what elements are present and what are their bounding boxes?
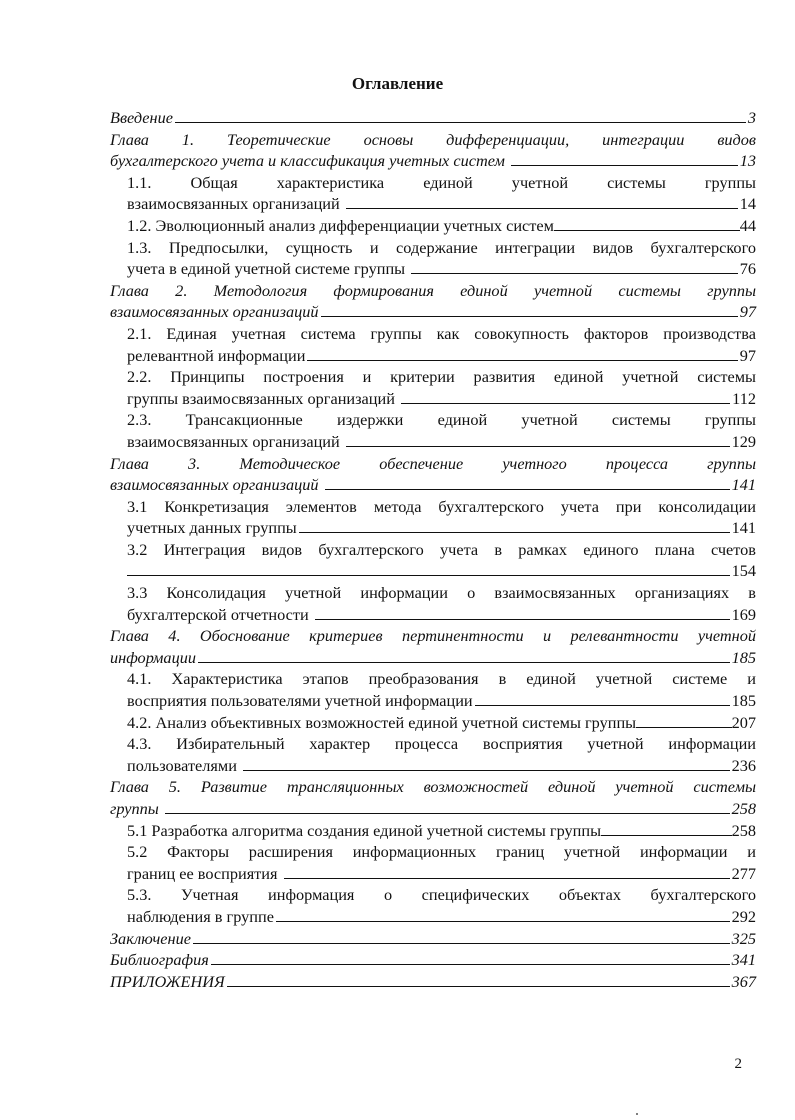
table-of-contents xyxy=(110,107,756,992)
toc-section-entry xyxy=(110,712,756,734)
toc-section-entry xyxy=(110,820,756,842)
toc-page-number: 3 xyxy=(747,108,756,127)
toc-main-entry xyxy=(110,971,756,993)
toc-leader-line xyxy=(475,691,730,706)
toc-entry-last-line xyxy=(127,712,756,734)
toc-page-number: 97 xyxy=(739,345,756,365)
toc-section-entry xyxy=(110,215,756,237)
toc-entry-last-line xyxy=(127,820,756,842)
toc-leader-line xyxy=(284,864,730,879)
toc-leader-line xyxy=(193,929,730,944)
page-title: Оглавление xyxy=(351,74,444,93)
toc-leader-line xyxy=(127,561,730,576)
toc-page-number: 258 xyxy=(731,820,756,840)
toc-chapter-entry xyxy=(110,625,756,668)
toc-entry-title: Заключение xyxy=(110,928,191,948)
toc-entry-text: границ ее восприятия xyxy=(127,863,278,883)
toc-entry-text: учета в единой учетной системе группы xyxy=(127,259,406,279)
toc-chapter-entry xyxy=(110,280,756,323)
toc-page-number: 169 xyxy=(731,604,756,624)
toc-entry-text: 4.3. Избирательный характер процесса восприятия учетной информации xyxy=(127,734,756,754)
toc-section-entry xyxy=(110,496,756,539)
toc-page-number: 185 xyxy=(731,691,756,711)
toc-page-number: 14 xyxy=(739,194,756,214)
toc-entry-text: 3.1 Конкретизация элементов метода бухгалтерского учета при консолидации xyxy=(127,496,756,516)
toc-entry-text: 5.1 Разработка алгоритма создания единой учетной системы группы xyxy=(127,820,602,840)
toc-entry-title: Библиография xyxy=(110,950,209,970)
toc-section-entry xyxy=(110,409,756,452)
toc-section-entry xyxy=(110,841,756,884)
toc-entry-text: 3.3 Консолидация учетной информации о взаимосвязанных организациях в xyxy=(127,583,756,603)
toc-section-entry xyxy=(110,884,756,927)
toc-entry-text: пользователями xyxy=(127,755,237,775)
toc-page-number: 207 xyxy=(731,712,756,732)
toc-page-number: 112 xyxy=(732,388,756,408)
toc-entry-text: 2.3. Трансакционные издержки единой учетной системы группы xyxy=(127,410,756,430)
toc-page-number: 258 xyxy=(731,799,756,818)
toc-entry-text: наблюдения в группе xyxy=(127,906,274,926)
toc-entry-text: Глава 5. Развитие трансляционных возможностей единой учетной системы xyxy=(110,777,756,797)
toc-entry-last-line xyxy=(127,755,756,777)
toc-page-number: 154 xyxy=(731,561,756,581)
toc-entry-last-line xyxy=(127,690,756,712)
toc-page-number: 141 xyxy=(731,518,756,538)
toc-page-number: 44 xyxy=(739,215,756,235)
toc-main-entry xyxy=(110,107,756,129)
toc-entry-text: 1.3. Предпосылки, сущность и содержание интеграции видов бухгалтерского xyxy=(127,237,756,257)
toc-entry-last-line xyxy=(127,388,756,410)
toc-entry-last-line xyxy=(110,474,756,496)
toc-entry-last-line xyxy=(127,431,756,453)
toc-main-entry xyxy=(110,949,756,971)
toc-section-entry xyxy=(110,323,756,366)
toc-entry-last-line xyxy=(110,798,756,820)
toc-entry-last-line xyxy=(110,150,756,172)
toc-page-number: 292 xyxy=(731,906,756,926)
toc-chapter-entry xyxy=(110,129,756,172)
toc-entry-text: взаимосвязанных организаций xyxy=(110,475,319,495)
toc-leader-line xyxy=(325,475,730,490)
toc-entry-last-line xyxy=(110,647,756,669)
toc-leader-line xyxy=(243,756,730,771)
toc-section-entry xyxy=(110,172,756,215)
toc-leader-line xyxy=(346,432,730,447)
toc-entry-text: 2.1. Единая учетная система группы как совокупность факторов производства xyxy=(127,323,756,343)
toc-entry-text: 5.2 Факторы расширения информационных границ учетной информации и xyxy=(127,842,756,862)
toc-section-entry xyxy=(110,668,756,711)
page-number: 2 xyxy=(734,1056,742,1072)
toc-section-entry xyxy=(110,582,756,625)
toc-page-number: 341 xyxy=(731,950,756,970)
toc-leader-line xyxy=(346,194,738,209)
toc-page-number: 236 xyxy=(731,755,756,775)
toc-main-entry xyxy=(110,928,756,950)
toc-leader-line xyxy=(198,648,730,663)
toc-entry-text: 2.2. Принципы построения и критерии развития единой учетной системы xyxy=(127,367,756,387)
toc-entry-last-line xyxy=(127,906,756,928)
toc-page-number: 76 xyxy=(739,259,756,279)
toc-leader-line xyxy=(511,151,738,166)
toc-page-number: 325 xyxy=(731,928,756,948)
toc-entry-text: бухгалтерской отчетности xyxy=(127,604,309,624)
toc-section-entry xyxy=(110,237,756,280)
toc-entry-last-line xyxy=(127,258,756,280)
toc-leader-line xyxy=(554,216,740,231)
toc-entry-text: учетных данных группы xyxy=(127,518,297,538)
toc-chapter-entry xyxy=(110,453,756,496)
toc-entry-text: 4.1. Характеристика этапов преобразования в единой учетной системе и xyxy=(127,669,756,689)
toc-entry-last-line xyxy=(127,345,756,367)
toc-leader-line xyxy=(211,950,730,965)
toc-page-number: 277 xyxy=(731,863,756,883)
toc-entry-text: 4.2. Анализ объективных возможностей единой учетной системы группы xyxy=(127,712,637,732)
toc-entry-text: взаимосвязанных организаций xyxy=(110,302,319,322)
toc-leader-line xyxy=(165,799,730,814)
toc-entry-text: Глава 3. Методическое обеспечение учетного процесса группы xyxy=(110,453,756,473)
toc-entry-text: 5.3. Учетная информация о специфических объектах бухгалтерского xyxy=(127,885,756,905)
toc-entry-text: бухгалтерского учета и классификация учетных систем xyxy=(110,151,505,171)
toc-leader-line xyxy=(636,713,731,728)
toc-page-number: 97 xyxy=(739,302,756,322)
toc-leader-line xyxy=(601,821,732,836)
toc-entry-text: восприятия пользователями учетной информации xyxy=(127,691,473,711)
toc-section-entry xyxy=(110,366,756,409)
toc-entry-title: ПРИЛОЖЕНИЯ xyxy=(110,971,225,991)
toc-entry-text: релевантной информации xyxy=(127,345,306,365)
toc-entry-text: группы xyxy=(110,799,159,818)
toc-leader-line xyxy=(411,259,738,274)
toc-leader-line xyxy=(401,389,730,404)
toc-entry-text: информации xyxy=(110,647,196,667)
toc-entry-last-line xyxy=(127,560,756,582)
toc-chapter-entry xyxy=(110,776,756,819)
toc-entry-text: взаимосвязанных организаций xyxy=(127,431,340,451)
toc-entry-title: Введение xyxy=(110,108,173,127)
toc-entry-last-line xyxy=(127,215,756,237)
toc-entry-last-line xyxy=(127,863,756,885)
toc-leader-line xyxy=(227,972,730,987)
toc-page-number: 367 xyxy=(731,971,756,991)
toc-entry-last-line xyxy=(127,193,756,215)
toc-leader-line xyxy=(315,605,730,620)
toc-page-number: 13 xyxy=(739,151,756,171)
toc-leader-line xyxy=(175,108,746,123)
toc-entry-text: взаимосвязанных организаций xyxy=(127,194,340,214)
toc-leader-line xyxy=(321,302,738,317)
toc-entry-text: Глава 1. Теоретические основы дифференциации, интеграции видов xyxy=(110,129,756,149)
toc-entry-text: группы взаимосвязанных организаций xyxy=(127,388,395,408)
toc-page-number: 129 xyxy=(731,431,756,451)
toc-section-entry xyxy=(110,539,756,582)
toc-entry-text: 1.1. Общая характеристика единой учетной системы группы xyxy=(127,172,756,192)
toc-entry-text: Глава 2. Методология формирования единой учетной системы группы xyxy=(110,280,756,300)
toc-entry-text: Глава 4. Обоснование критериев пертинентности и релевантности учетной xyxy=(110,626,756,646)
toc-section-entry xyxy=(110,733,756,776)
toc-entry-last-line xyxy=(127,517,756,539)
toc-page-number: 185 xyxy=(731,647,756,667)
toc-entry-text: 1.2. Эволюционный анализ дифференциации учетных систем xyxy=(127,215,554,235)
toc-entry-last-line xyxy=(110,301,756,323)
scan-speck xyxy=(636,1113,638,1115)
toc-leader-line xyxy=(299,518,730,533)
toc-leader-line xyxy=(307,346,737,361)
toc-entry-text: 3.2 Интеграция видов бухгалтерского учета в рамках единого плана счетов xyxy=(127,539,756,559)
toc-entry-last-line xyxy=(127,604,756,626)
toc-leader-line xyxy=(276,907,730,922)
toc-page-number: 141 xyxy=(731,475,756,495)
